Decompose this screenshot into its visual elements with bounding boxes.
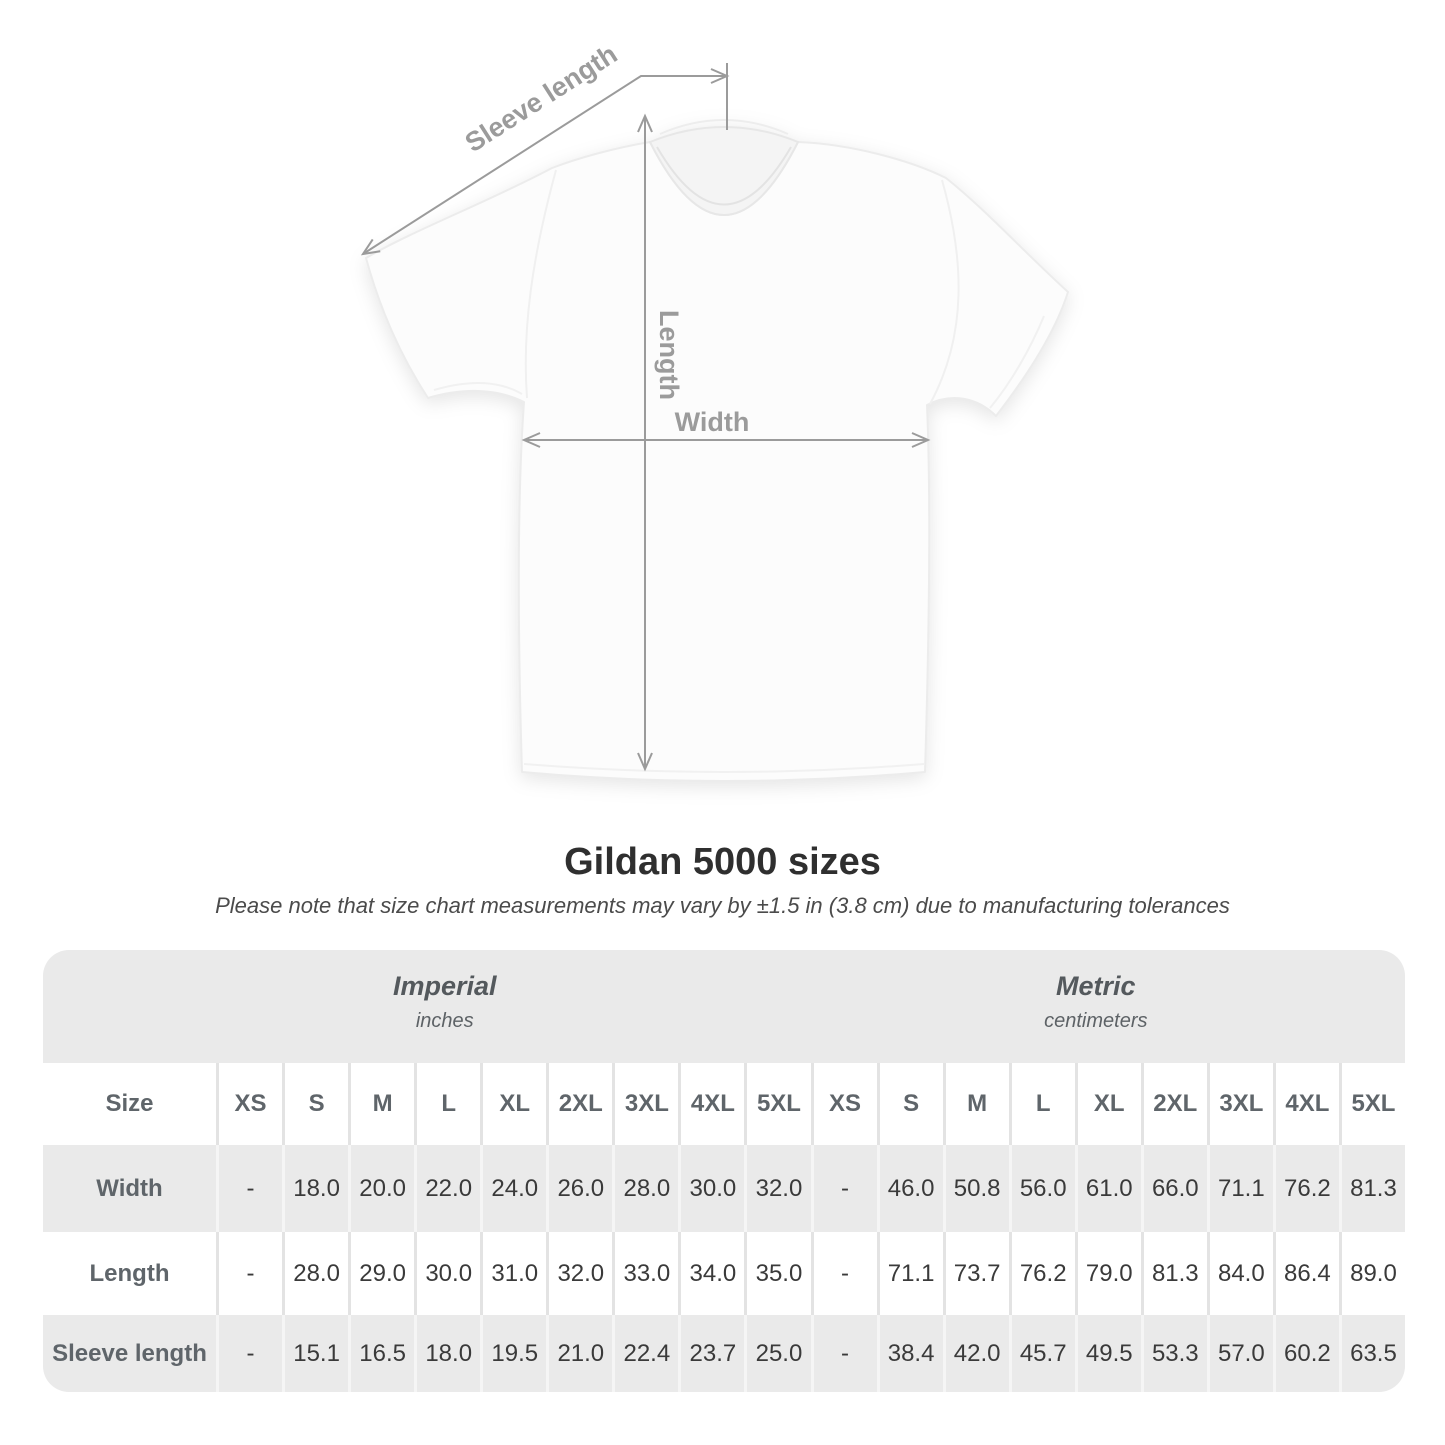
table-row	[43, 1145, 1405, 1232]
measurement-value-cell: 60.2	[1273, 1315, 1339, 1392]
measurement-value-cell: 71.1	[1207, 1145, 1273, 1232]
measurement-value-cell: 18.0	[282, 1145, 348, 1232]
tshirt-image	[366, 120, 1068, 781]
size-column-header: 3XL	[612, 1063, 678, 1145]
measurement-value-cell: 50.8	[943, 1145, 1009, 1232]
measurement-value-cell: -	[811, 1145, 877, 1232]
size-column-header: 4XL	[1273, 1063, 1339, 1145]
size-column-header: M	[348, 1063, 414, 1145]
size-column-header: S	[877, 1063, 943, 1145]
measurement-value-cell: 28.0	[612, 1145, 678, 1232]
measurement-value-cell: -	[216, 1315, 282, 1392]
unit-sublabel: inches	[415, 1010, 474, 1032]
size-column-header: 2XL	[1141, 1063, 1207, 1145]
size-column-header: 2XL	[546, 1063, 612, 1145]
unit-group-imperial	[393, 971, 497, 1034]
measurement-value-cell: 16.5	[348, 1315, 414, 1392]
measurement-value-cell: 45.7	[1009, 1315, 1075, 1392]
size-column-header: XL	[1075, 1063, 1141, 1145]
size-column-header: XS	[216, 1063, 282, 1145]
table-body	[43, 1145, 1405, 1392]
unit-label: Imperial	[393, 971, 497, 1001]
measurement-value-cell: 19.5	[480, 1315, 546, 1392]
measurement-value-cell: 20.0	[348, 1145, 414, 1232]
tolerance-note: Please note that size chart measurements may vary by ±1.5 in (3.8 cm) due to manufacturing tolerances	[215, 893, 1230, 918]
measurement-value-cell: 81.3	[1141, 1232, 1207, 1315]
measurement-value-cell: 57.0	[1207, 1315, 1273, 1392]
measurement-value-cell: 66.0	[1141, 1145, 1207, 1232]
size-column-header: 5XL	[744, 1063, 810, 1145]
measurement-value-cell: 15.1	[282, 1315, 348, 1392]
measurement-value-cell: 32.0	[744, 1145, 810, 1232]
measurement-value-cell: 22.0	[414, 1145, 480, 1232]
measurement-value-cell: 46.0	[877, 1145, 943, 1232]
measurement-value-cell: 34.0	[678, 1232, 744, 1315]
size-column-header: M	[943, 1063, 1009, 1145]
sleeve-length-label: Sleeve length	[459, 38, 623, 159]
unit-sublabel: centimeters	[1044, 1010, 1148, 1032]
measurement-value-cell: 28.0	[282, 1232, 348, 1315]
measurement-value-cell: 31.0	[480, 1232, 546, 1315]
measurement-value-cell: 84.0	[1207, 1232, 1273, 1315]
measurement-value-cell: 86.4	[1273, 1232, 1339, 1315]
row-label-cell: Sleeve length	[52, 1339, 207, 1367]
measurement-value-cell: 18.0	[414, 1315, 480, 1392]
measurement-value-cell: 26.0	[546, 1145, 612, 1232]
unit-header-band	[43, 950, 1405, 1063]
measurement-value-cell: 73.7	[943, 1232, 1009, 1315]
measurement-value-cell: 81.3	[1339, 1145, 1405, 1232]
measurement-value-cell: 25.0	[744, 1315, 810, 1392]
size-column-header: L	[414, 1063, 480, 1145]
measurement-value-cell: 29.0	[348, 1232, 414, 1315]
unit-label: Metric	[1056, 971, 1136, 1001]
measurement-value-cell: 33.0	[612, 1232, 678, 1315]
measurement-value-cell: 30.0	[414, 1232, 480, 1315]
measurement-value-cell: 89.0	[1339, 1232, 1405, 1315]
table-row	[43, 1315, 1405, 1392]
width-label: Width	[674, 407, 750, 437]
measurement-value-cell: 76.2	[1273, 1145, 1339, 1232]
measurement-value-cell: 63.5	[1339, 1315, 1405, 1392]
row-label-cell: Length	[89, 1259, 170, 1287]
size-column-header: S	[282, 1063, 348, 1145]
length-label: Length	[654, 310, 684, 400]
measurement-value-cell: 24.0	[480, 1145, 546, 1232]
size-column-header: XS	[811, 1063, 877, 1145]
size-column-header: XL	[480, 1063, 546, 1145]
measurement-value-cell: 30.0	[678, 1145, 744, 1232]
measurement-value-cell: 42.0	[943, 1315, 1009, 1392]
measurement-value-cell: 35.0	[744, 1232, 810, 1315]
table-row	[43, 1232, 1405, 1315]
size-header-cell: Size	[105, 1090, 154, 1117]
row-label-cell: Width	[96, 1174, 163, 1202]
measurement-value-cell: 56.0	[1009, 1145, 1075, 1232]
size-table	[43, 950, 1405, 1392]
size-column-header: 4XL	[678, 1063, 744, 1145]
measurement-value-cell: 71.1	[877, 1232, 943, 1315]
measurement-value-cell: 23.7	[678, 1315, 744, 1392]
measurement-value-cell: 76.2	[1009, 1232, 1075, 1315]
measurement-value-cell: 22.4	[612, 1315, 678, 1392]
measurement-value-cell: -	[216, 1232, 282, 1315]
measurement-value-cell: -	[811, 1232, 877, 1315]
size-column-header: 5XL	[1339, 1063, 1405, 1145]
measurement-value-cell: 32.0	[546, 1232, 612, 1315]
unit-group-metric	[1044, 971, 1147, 1034]
measurement-value-cell: 61.0	[1075, 1145, 1141, 1232]
size-header-row	[43, 1063, 1405, 1145]
size-column-header: L	[1009, 1063, 1075, 1145]
measurement-value-cell: 38.4	[877, 1315, 943, 1392]
measurement-value-cell: 53.3	[1141, 1315, 1207, 1392]
page-title: Gildan 5000 sizes	[564, 841, 881, 883]
measurement-value-cell: 79.0	[1075, 1232, 1141, 1315]
measurement-value-cell: 49.5	[1075, 1315, 1141, 1392]
measurement-value-cell: 21.0	[546, 1315, 612, 1392]
size-column-header: 3XL	[1207, 1063, 1273, 1145]
measurement-value-cell: -	[216, 1145, 282, 1232]
measurement-value-cell: -	[811, 1315, 877, 1392]
